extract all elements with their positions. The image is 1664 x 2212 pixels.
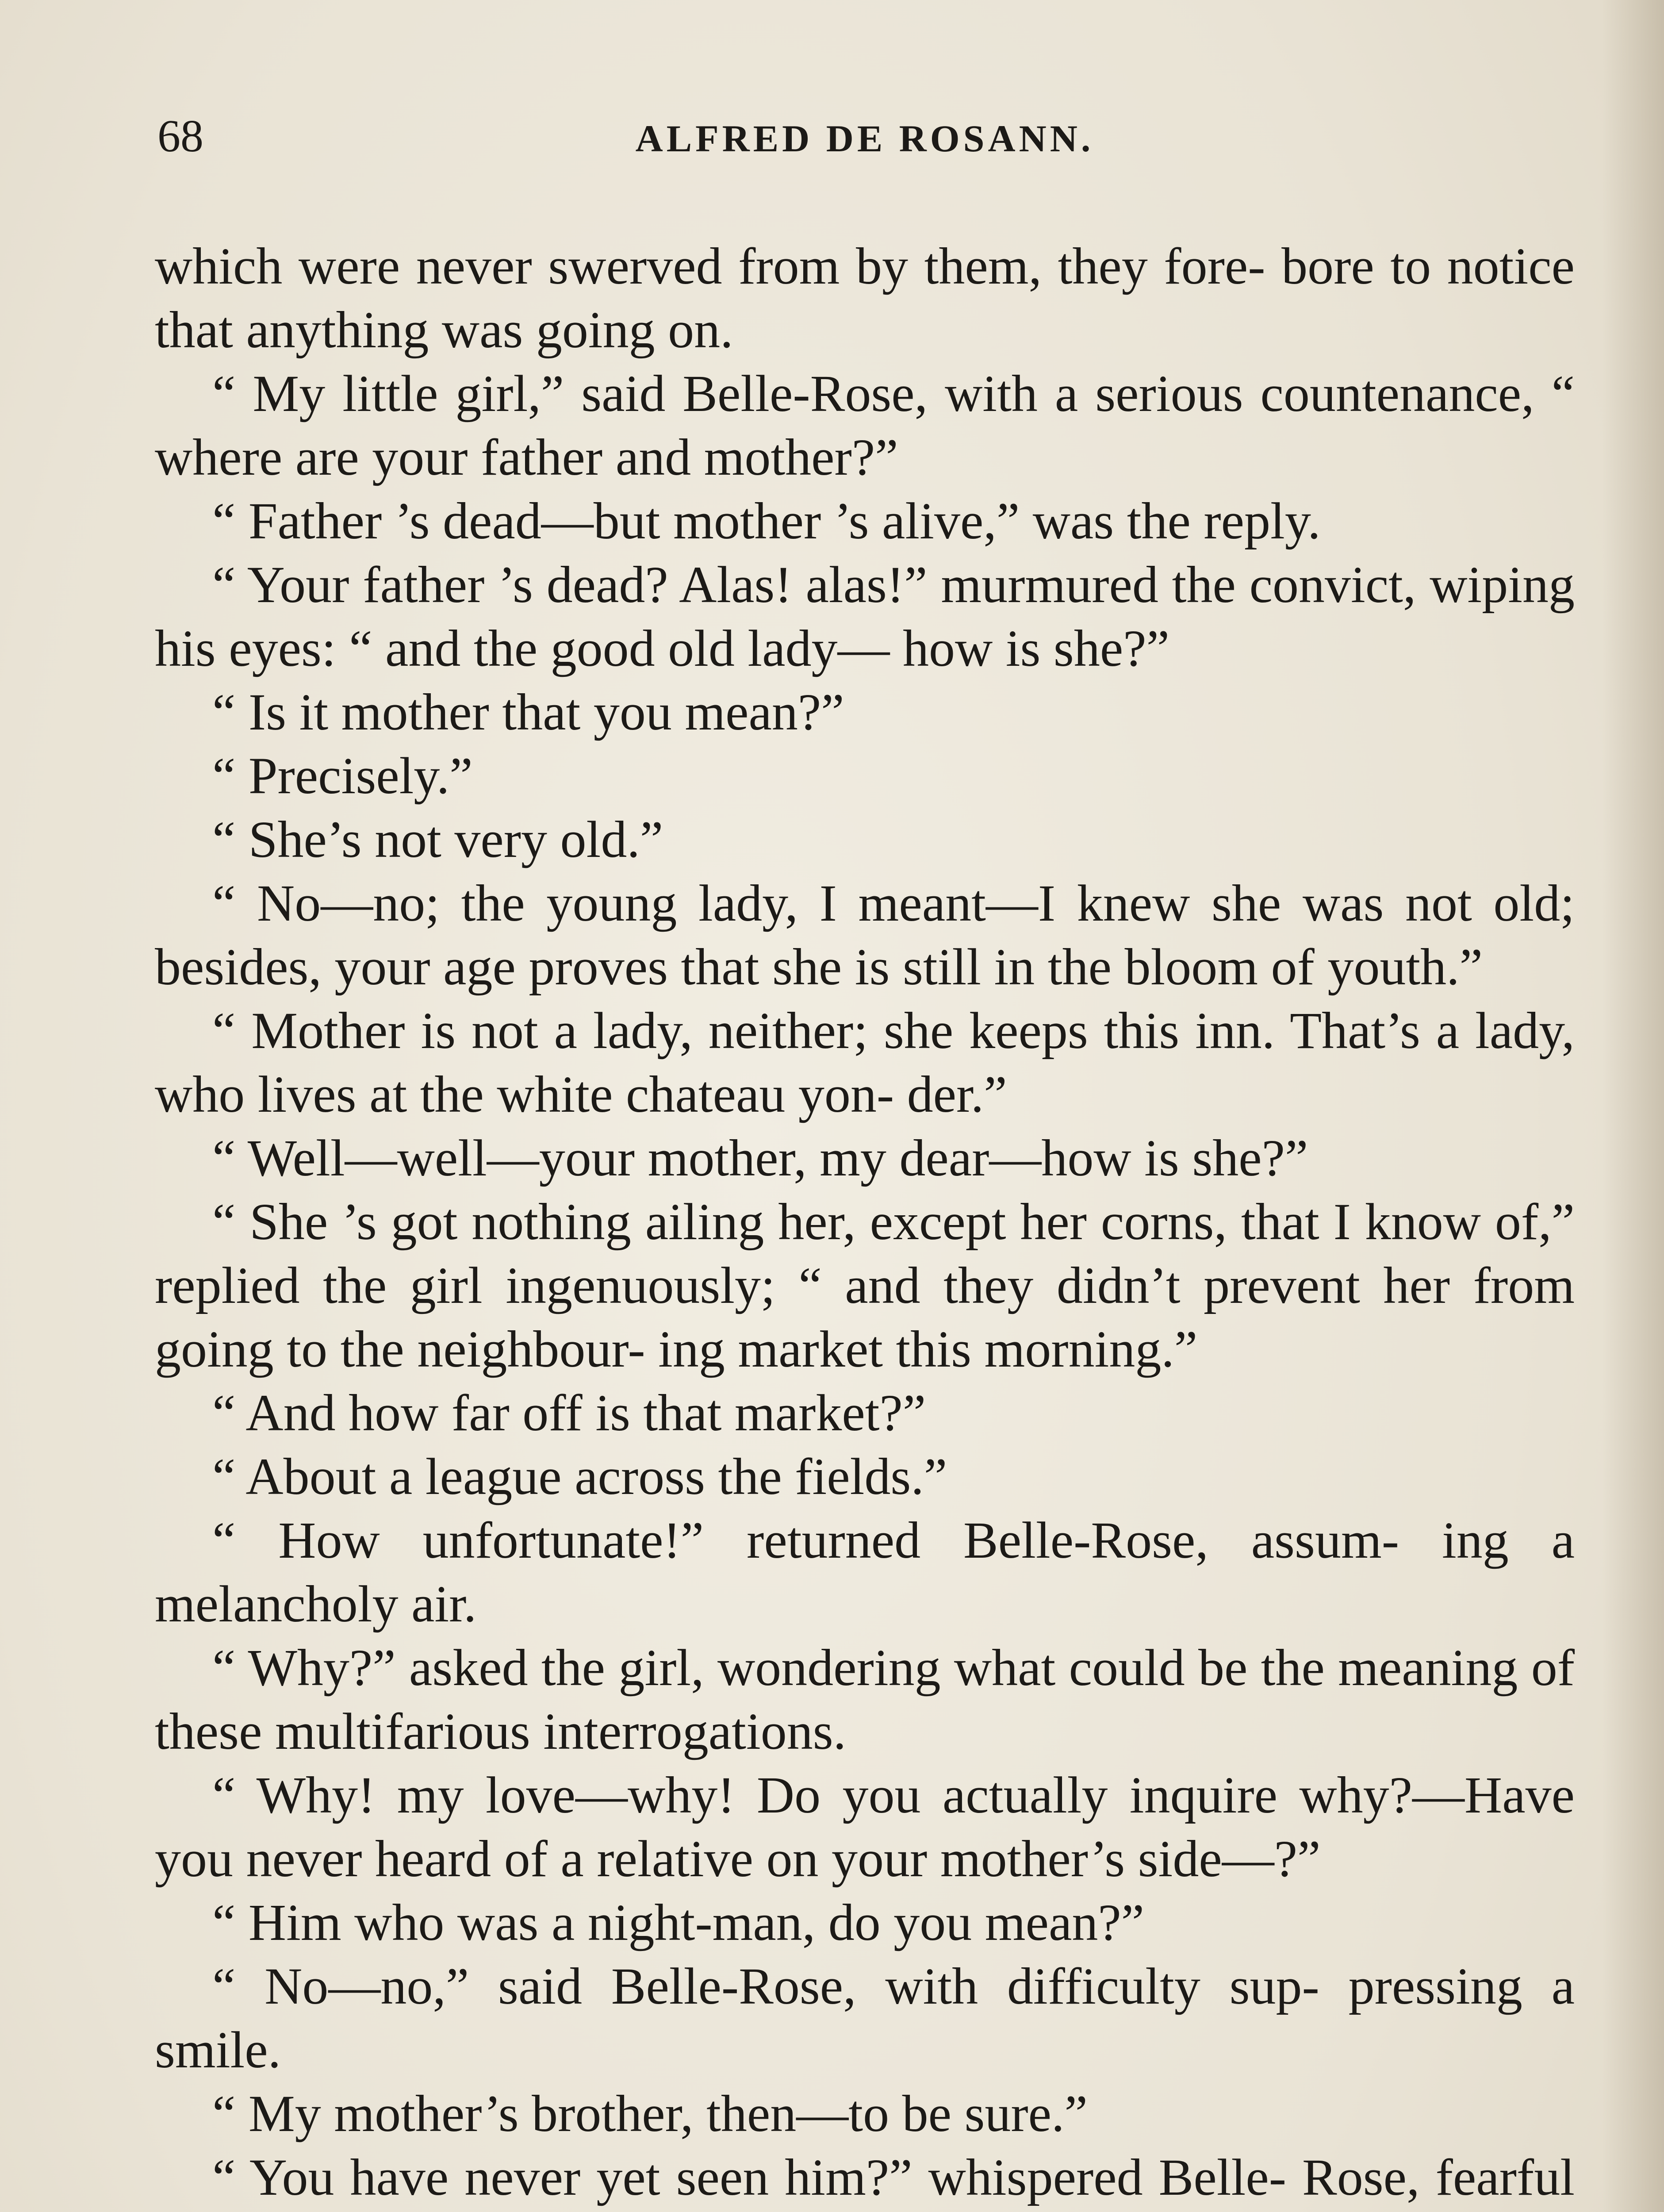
paragraph: “ Why! my love—why! Do you actually inquire why?—Have you never heard of a relative on your mother’s side—?” (155, 1766, 1575, 1888)
paragraph: “ My mother’s brother, then—to be sure.” (212, 2085, 1088, 2143)
paragraph: “ Precisely.” (212, 747, 473, 805)
page-header (155, 110, 1575, 172)
paragraph: “ My little girl,” said Belle-Rose, with a serious countenance, “ where are your father and mother?” (155, 365, 1575, 486)
paragraph: “ How unfortunate!” returned Belle-Rose, assum- ing a melancholy air. (155, 1511, 1575, 1633)
paragraph: “ About a league across the fields.” (212, 1448, 947, 1505)
paragraph: “ Him who was a night-man, do you mean?” (212, 1893, 1145, 1951)
paragraph: “ Well—well—your mother, my dear—how is she?” (212, 1129, 1308, 1187)
paragraph: “ And how far off is that market?” (212, 1384, 926, 1442)
running-head: ALFRED DE ROSANN. (635, 117, 1094, 160)
paragraph: “ She ’s got nothing ailing her, except her corns, that I know of,” replied the girl ingenuously; “ and they didn’t prevent her from going to the neighbour- ing market this morning.” (155, 1193, 1575, 1378)
page-number: 68 (157, 111, 203, 161)
paragraph: “ Father ’s dead—but mother ’s alive,” was the reply. (212, 492, 1321, 550)
paragraph: “ Mother is not a lady, neither; she keeps this inn. That’s a lady, who lives at the white chateau yon- der.” (155, 1002, 1575, 1123)
paragraph: “ Why?” asked the girl, wondering what could be the meaning of these multifarious interrogations. (155, 1639, 1575, 1760)
paragraph: “ No—no; the young lady, I meant—I knew she was not old; besides, your age proves that she is still in the bloom of youth.” (155, 874, 1575, 996)
paragraph: “ No—no,” said Belle-Rose, with difficulty sup- pressing a smile. (155, 1957, 1575, 2079)
paragraph: “ She’s not very old.” (212, 810, 663, 868)
paragraph: “ You have never yet seen him?” whispered Belle- Rose, fearful (212, 2148, 1575, 2206)
paragraph: “ Is it mother that you mean?” (212, 683, 844, 741)
paragraph: “ Your father ’s dead? Alas! alas!” murmured the convict, wiping his eyes: “ and the good old lady— how is she?” (155, 556, 1575, 677)
body-text (155, 234, 1575, 2212)
paragraph: which were never swerved from by them, they fore- bore to notice that anything was going on. (155, 237, 1575, 359)
